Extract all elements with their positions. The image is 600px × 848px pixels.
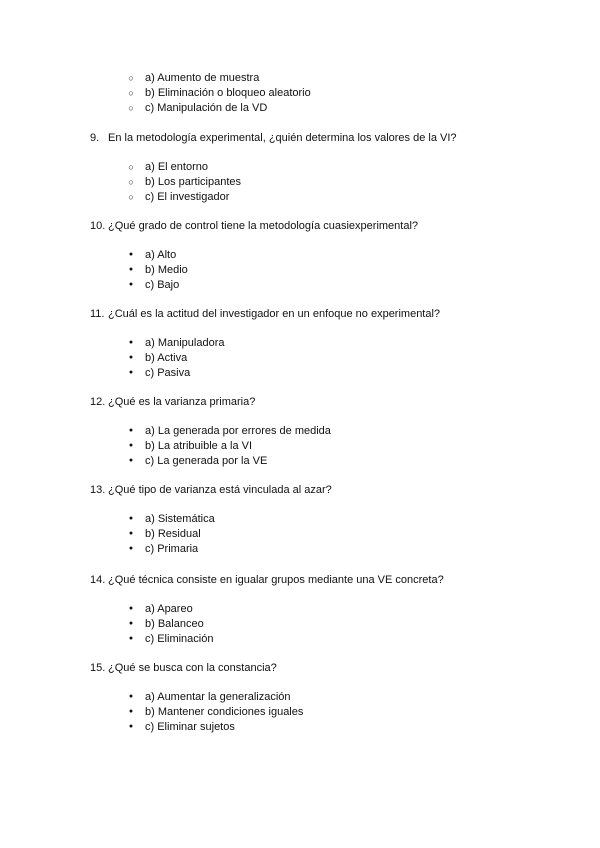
question-number: 15.: [90, 662, 106, 674]
question-text: ¿Qué es la varianza primaria?: [108, 396, 256, 408]
q13-option-b: b) Residual: [145, 528, 201, 540]
circle-bullet-icon: [127, 71, 135, 86]
q13-option-c: c) Primaria: [145, 543, 199, 555]
question-number: 9.: [90, 132, 100, 144]
bullet-icon: [127, 248, 135, 263]
bullet-icon: [127, 351, 135, 366]
bullet-icon: [127, 263, 135, 278]
q12-option-c: c) La generada por la VE: [145, 455, 268, 467]
q12-option-a: a) La generada por errores de medida: [145, 425, 331, 437]
question-number: 10.: [90, 220, 106, 232]
bullet-icon: [127, 439, 135, 454]
bullet-icon: [127, 617, 135, 632]
circle-bullet-icon: [127, 86, 135, 101]
q11-option-c: c) Pasiva: [145, 367, 191, 379]
q15-option-c: c) Eliminar sujetos: [145, 721, 235, 733]
question-11: [90, 307, 440, 321]
q15-option-b: b) Mantener condiciones iguales: [145, 706, 304, 718]
question-number: 13.: [90, 484, 106, 496]
q14-option-c: c) Eliminación: [145, 633, 214, 645]
question-number: 14.: [90, 574, 106, 586]
question-text: ¿Qué tipo de varianza está vinculada al azar?: [108, 484, 332, 496]
question-9: [90, 131, 457, 145]
question-number: 12.: [90, 396, 106, 408]
question-14: [90, 573, 444, 587]
q8-option-a: a) Aumento de muestra: [145, 72, 260, 84]
question-text: ¿Qué grado de control tiene la metodología cuasiexperimental?: [108, 220, 419, 232]
circle-bullet-icon: [127, 190, 135, 205]
bullet-icon: [127, 542, 135, 557]
bullet-icon: [127, 720, 135, 735]
bullet-icon: [127, 454, 135, 469]
question-text: ¿Qué técnica consiste en igualar grupos mediante una VE concreta?: [108, 574, 444, 586]
question-number: 11.: [90, 308, 105, 320]
q8-option-b: b) Eliminación o bloqueo aleatorio: [145, 87, 311, 99]
q9-option-a: a) El entorno: [145, 161, 208, 173]
q13-option-a: a) Sistemática: [145, 513, 215, 525]
question-15: [90, 661, 277, 675]
q14-option-b: b) Balanceo: [145, 618, 204, 630]
q10-option-b: b) Medio: [145, 264, 188, 276]
bullet-icon: [127, 512, 135, 527]
bullet-icon: [127, 602, 135, 617]
circle-bullet-icon: [127, 160, 135, 175]
bullet-icon: [127, 336, 135, 351]
q14-option-a: a) Apareo: [145, 603, 193, 615]
question-text: ¿Qué se busca con la constancia?: [108, 662, 277, 674]
circle-bullet-icon: [127, 175, 135, 190]
question-12: [90, 395, 255, 409]
question-10: [90, 219, 418, 233]
question-text: En la metodología experimental, ¿quién determina los valores de la VI?: [108, 132, 457, 144]
bullet-icon: [127, 527, 135, 542]
circle-bullet-icon: [127, 101, 135, 116]
q8-option-c: c) Manipulación de la VD: [145, 102, 268, 114]
bullet-icon: [127, 366, 135, 381]
bullet-icon: [127, 278, 135, 293]
q9-option-b: b) Los participantes: [145, 176, 241, 188]
bullet-icon: [127, 632, 135, 647]
q12-option-b: b) La atribuible a la VI: [145, 440, 253, 452]
q11-option-b: b) Activa: [145, 352, 188, 364]
bullet-icon: [127, 705, 135, 720]
bullet-icon: [127, 424, 135, 439]
q10-option-c: c) Bajo: [145, 279, 180, 291]
q9-option-c: c) El investigador: [145, 191, 230, 203]
question-text: ¿Cuál es la actitud del investigador en un enfoque no experimental?: [108, 308, 441, 320]
q11-option-a: a) Manipuladora: [145, 337, 225, 349]
bullet-icon: [127, 690, 135, 705]
q15-option-a: a) Aumentar la generalización: [145, 691, 291, 703]
question-13: [90, 483, 332, 497]
q10-option-a: a) Alto: [145, 249, 177, 261]
